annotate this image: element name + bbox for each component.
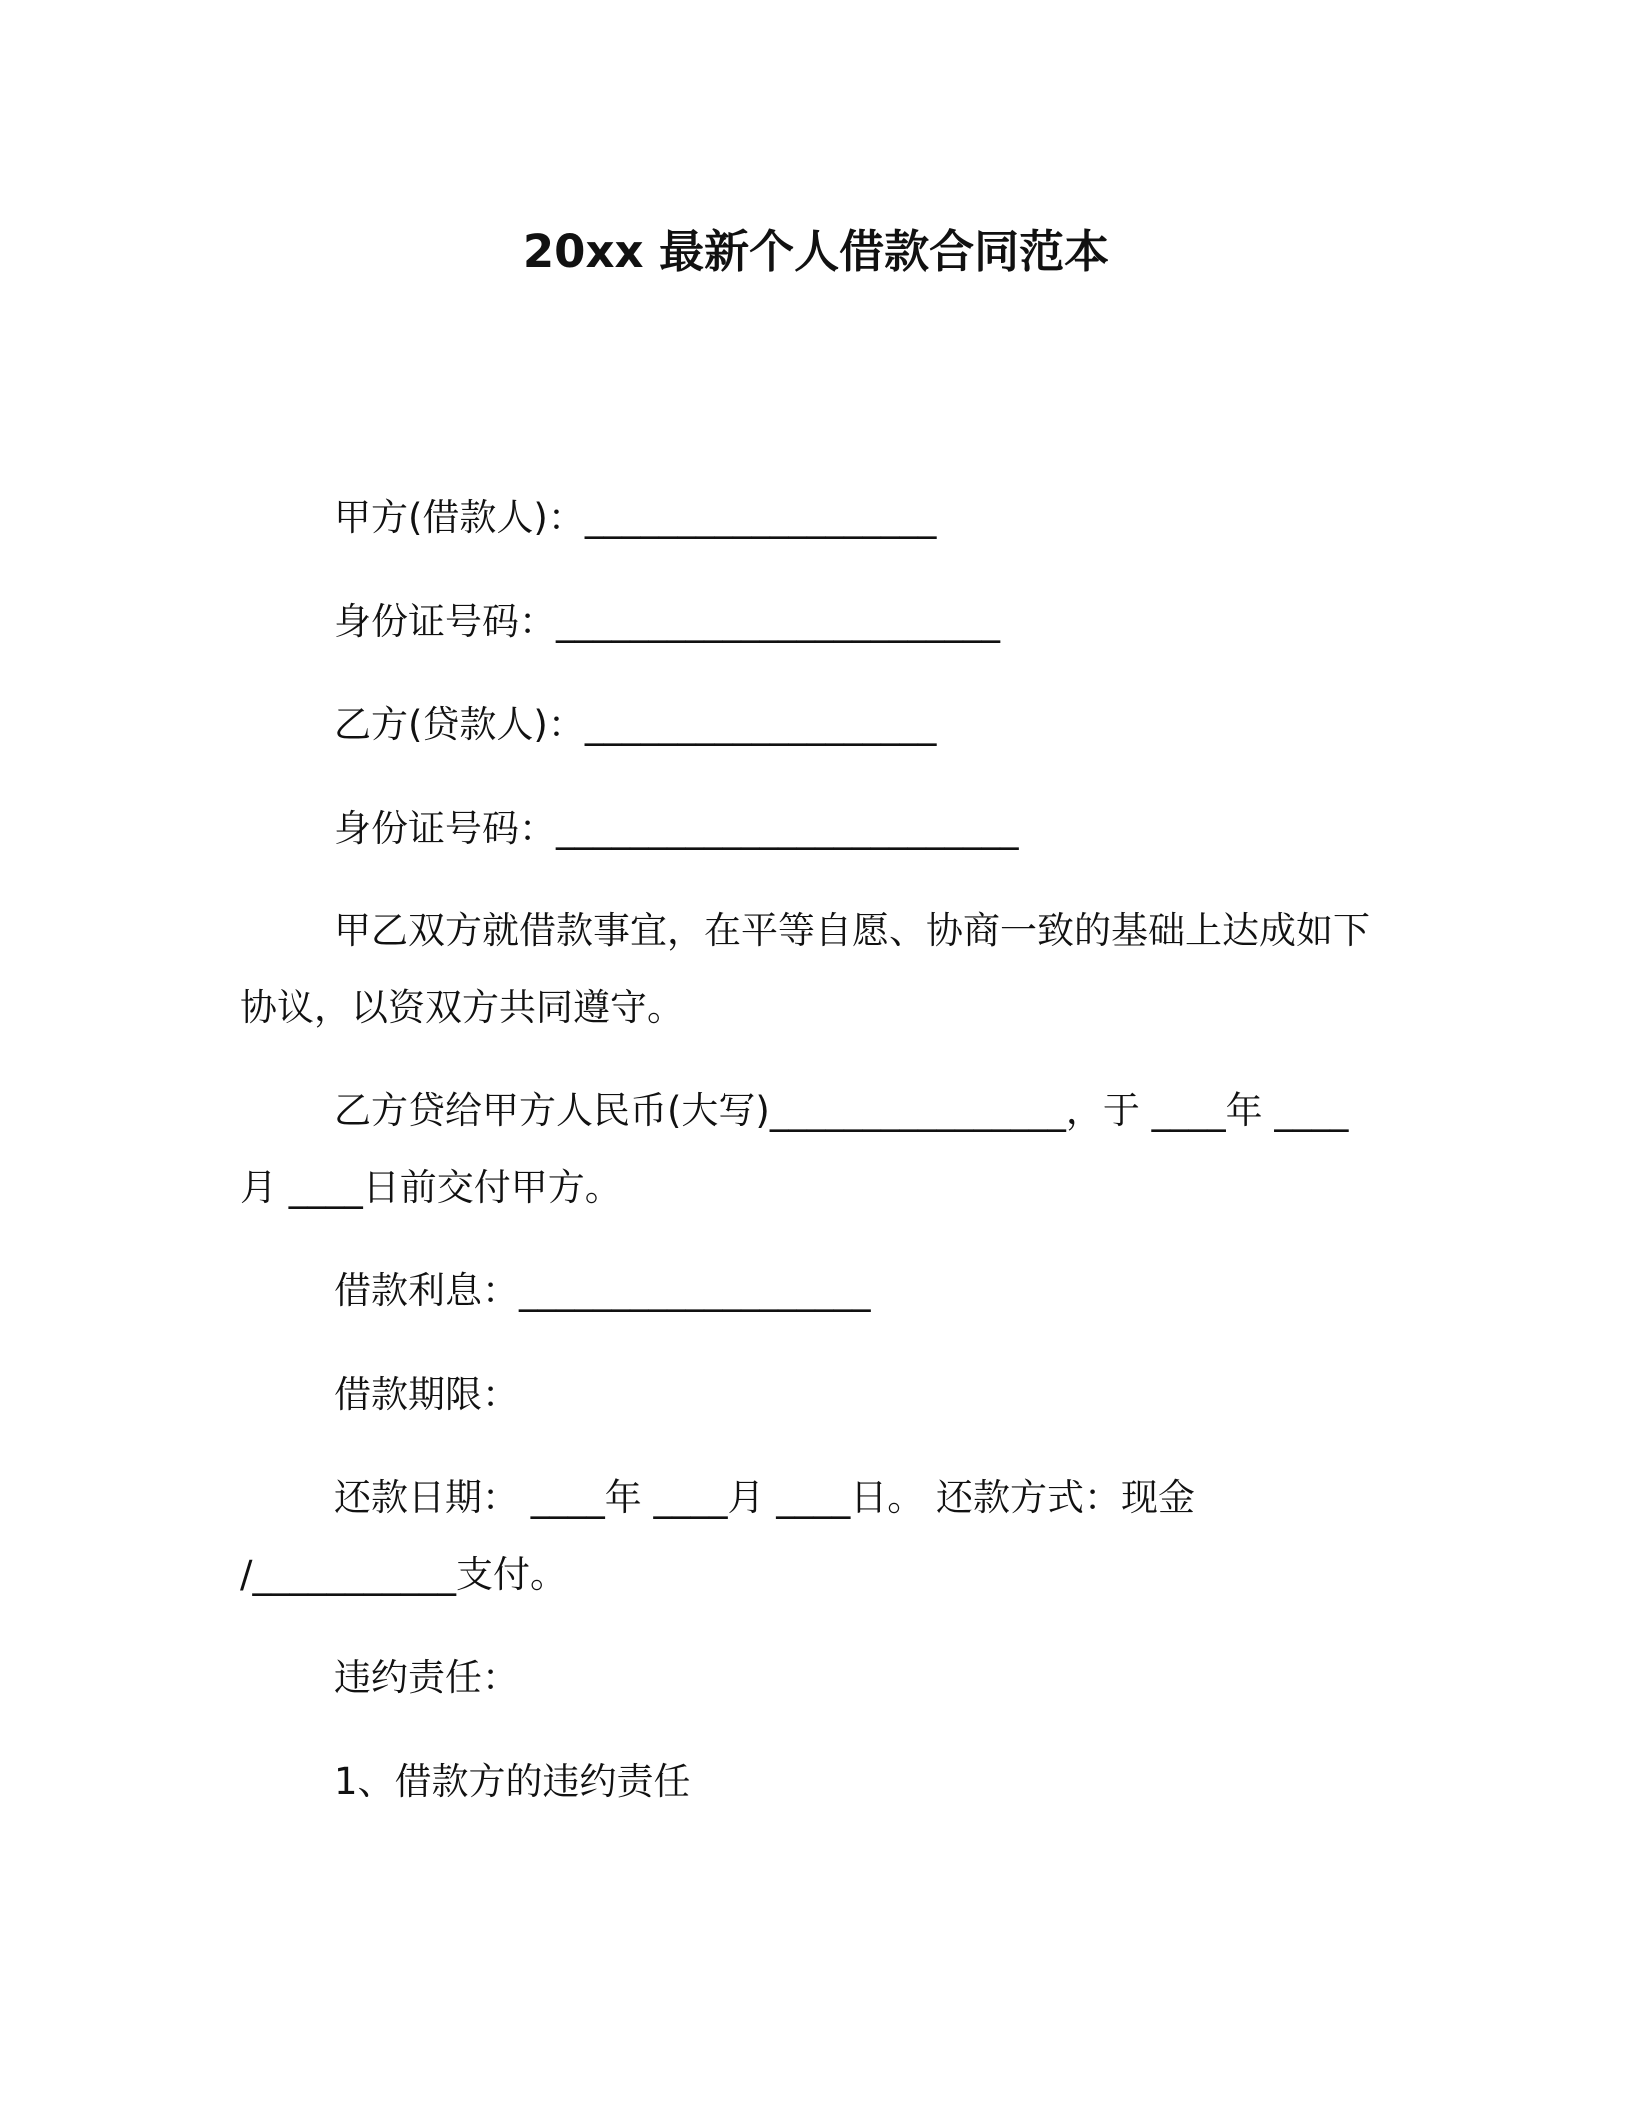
borrower-liability-heading: 1、借款方的违约责任: [334, 1760, 691, 1803]
borrower-id-line: 身份证号码：________________________: [334, 600, 1000, 643]
loan-term-line: 借款期限：: [334, 1373, 519, 1416]
agreement-paragraph-line-1: 甲乙双方就借款事宜，在平等自愿、协商一致的基础上达成如下: [334, 909, 1370, 952]
loan-amount-line-1: 乙方贷给甲方人民币(大写)________________，于 ____年 ____: [334, 1089, 1349, 1132]
lender-id-line: 身份证号码：_________________________: [334, 807, 1019, 850]
lender-name-line: 乙方(贷款人)：___________________: [334, 703, 937, 746]
repayment-line-1: 还款日期： ____年 ____月 ____日。 还款方式：现金: [334, 1476, 1196, 1519]
loan-amount-line-2: 月 ____日前交付甲方。: [240, 1166, 622, 1209]
document-title: 20xx 最新个人借款合同范本: [522, 225, 1110, 278]
repayment-line-2: /___________支付。: [240, 1553, 567, 1596]
loan-interest-line: 借款利息：___________________: [334, 1269, 871, 1312]
liability-heading: 违约责任：: [334, 1656, 519, 1699]
borrower-name-line: 甲方(借款人)：___________________: [334, 496, 937, 539]
agreement-paragraph-line-2: 协议，以资双方共同遵守。: [240, 986, 684, 1029]
